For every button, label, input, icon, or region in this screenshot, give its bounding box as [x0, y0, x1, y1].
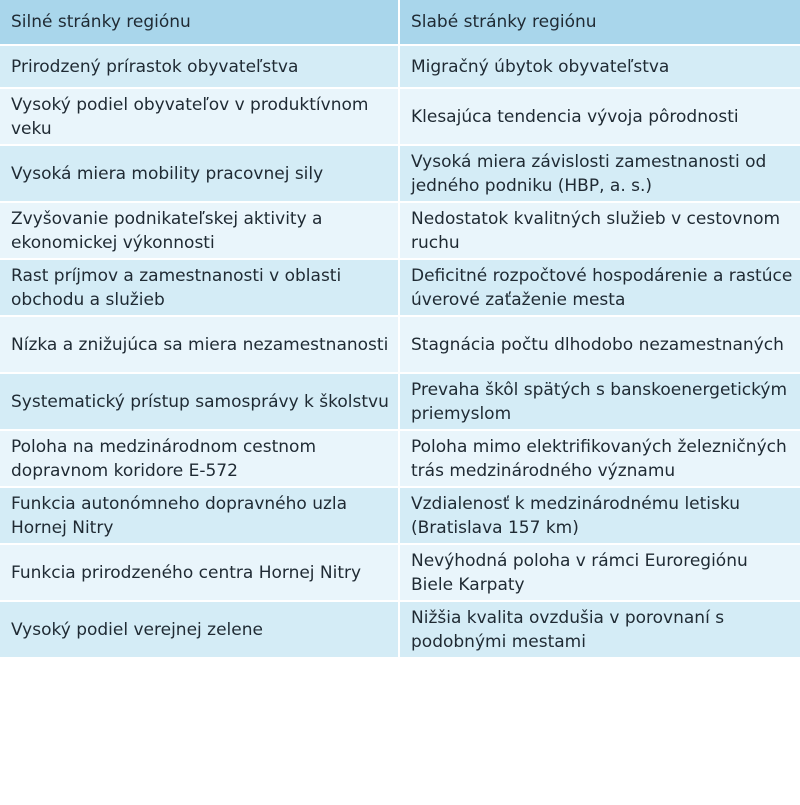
table-row — [0, 601, 800, 658]
strength-cell: Vysoká miera mobility pracovnej sily — [0, 145, 399, 202]
weakness-cell: Prevaha škôl spätých s banskoenergetickým priemyslom — [399, 373, 800, 430]
weakness-cell: Nevýhodná poloha v rámci Euroregiónu Biele Karpaty — [399, 544, 800, 601]
table-row — [0, 316, 800, 373]
weakness-cell: Deficitné rozpočtové hospodárenie a rastúce úverové zaťaženie mesta — [399, 259, 800, 316]
table-row — [0, 259, 800, 316]
strength-cell: Poloha na medzinárodnom cestnom dopravnom koridore E-572 — [0, 430, 399, 487]
weakness-cell: Klesajúca tendencia vývoja pôrodnosti — [399, 88, 800, 145]
table-row — [0, 373, 800, 430]
table-row — [0, 430, 800, 487]
header-strengths: Silné stránky regiónu — [0, 0, 399, 45]
table-row — [0, 202, 800, 259]
table-row — [0, 487, 800, 544]
table-row — [0, 45, 800, 88]
strength-cell: Zvyšovanie podnikateľskej aktivity a ekonomickej výkonnosti — [0, 202, 399, 259]
strength-cell: Rast príjmov a zamestnanosti v oblasti obchodu a služieb — [0, 259, 399, 316]
weakness-cell: Nižšia kvalita ovzdušia v porovnaní s podobnými mestami — [399, 601, 800, 658]
strength-cell: Nízka a znižujúca sa miera nezamestnanosti — [0, 316, 399, 373]
strength-cell: Vysoký podiel verejnej zelene — [0, 601, 399, 658]
header-weaknesses: Slabé stránky regiónu — [399, 0, 800, 45]
table-row — [0, 88, 800, 145]
table-header-row — [0, 0, 800, 45]
table-row — [0, 145, 800, 202]
strength-cell: Prirodzený prírastok obyvateľstva — [0, 45, 399, 88]
weakness-cell: Stagnácia počtu dlhodobo nezamestnaných — [399, 316, 800, 373]
strength-cell: Vysoký podiel obyvateľov v produktívnom veku — [0, 88, 399, 145]
table-row — [0, 544, 800, 601]
weakness-cell: Vysoká miera závislosti zamestnanosti od jedného podniku (HBP, a. s.) — [399, 145, 800, 202]
weakness-cell: Vzdialenosť k medzinárodnému letisku (Bratislava 157 km) — [399, 487, 800, 544]
weakness-cell: Nedostatok kvalitných služieb v cestovnom ruchu — [399, 202, 800, 259]
weakness-cell: Poloha mimo elektrifikovaných železničných trás medzinárodného významu — [399, 430, 800, 487]
strength-cell: Funkcia autonómneho dopravného uzla Hornej Nitry — [0, 487, 399, 544]
strength-cell: Funkcia prirodzeného centra Hornej Nitry — [0, 544, 399, 601]
strength-cell: Systematický prístup samosprávy k školstvu — [0, 373, 399, 430]
weakness-cell: Migračný úbytok obyvateľstva — [399, 45, 800, 88]
